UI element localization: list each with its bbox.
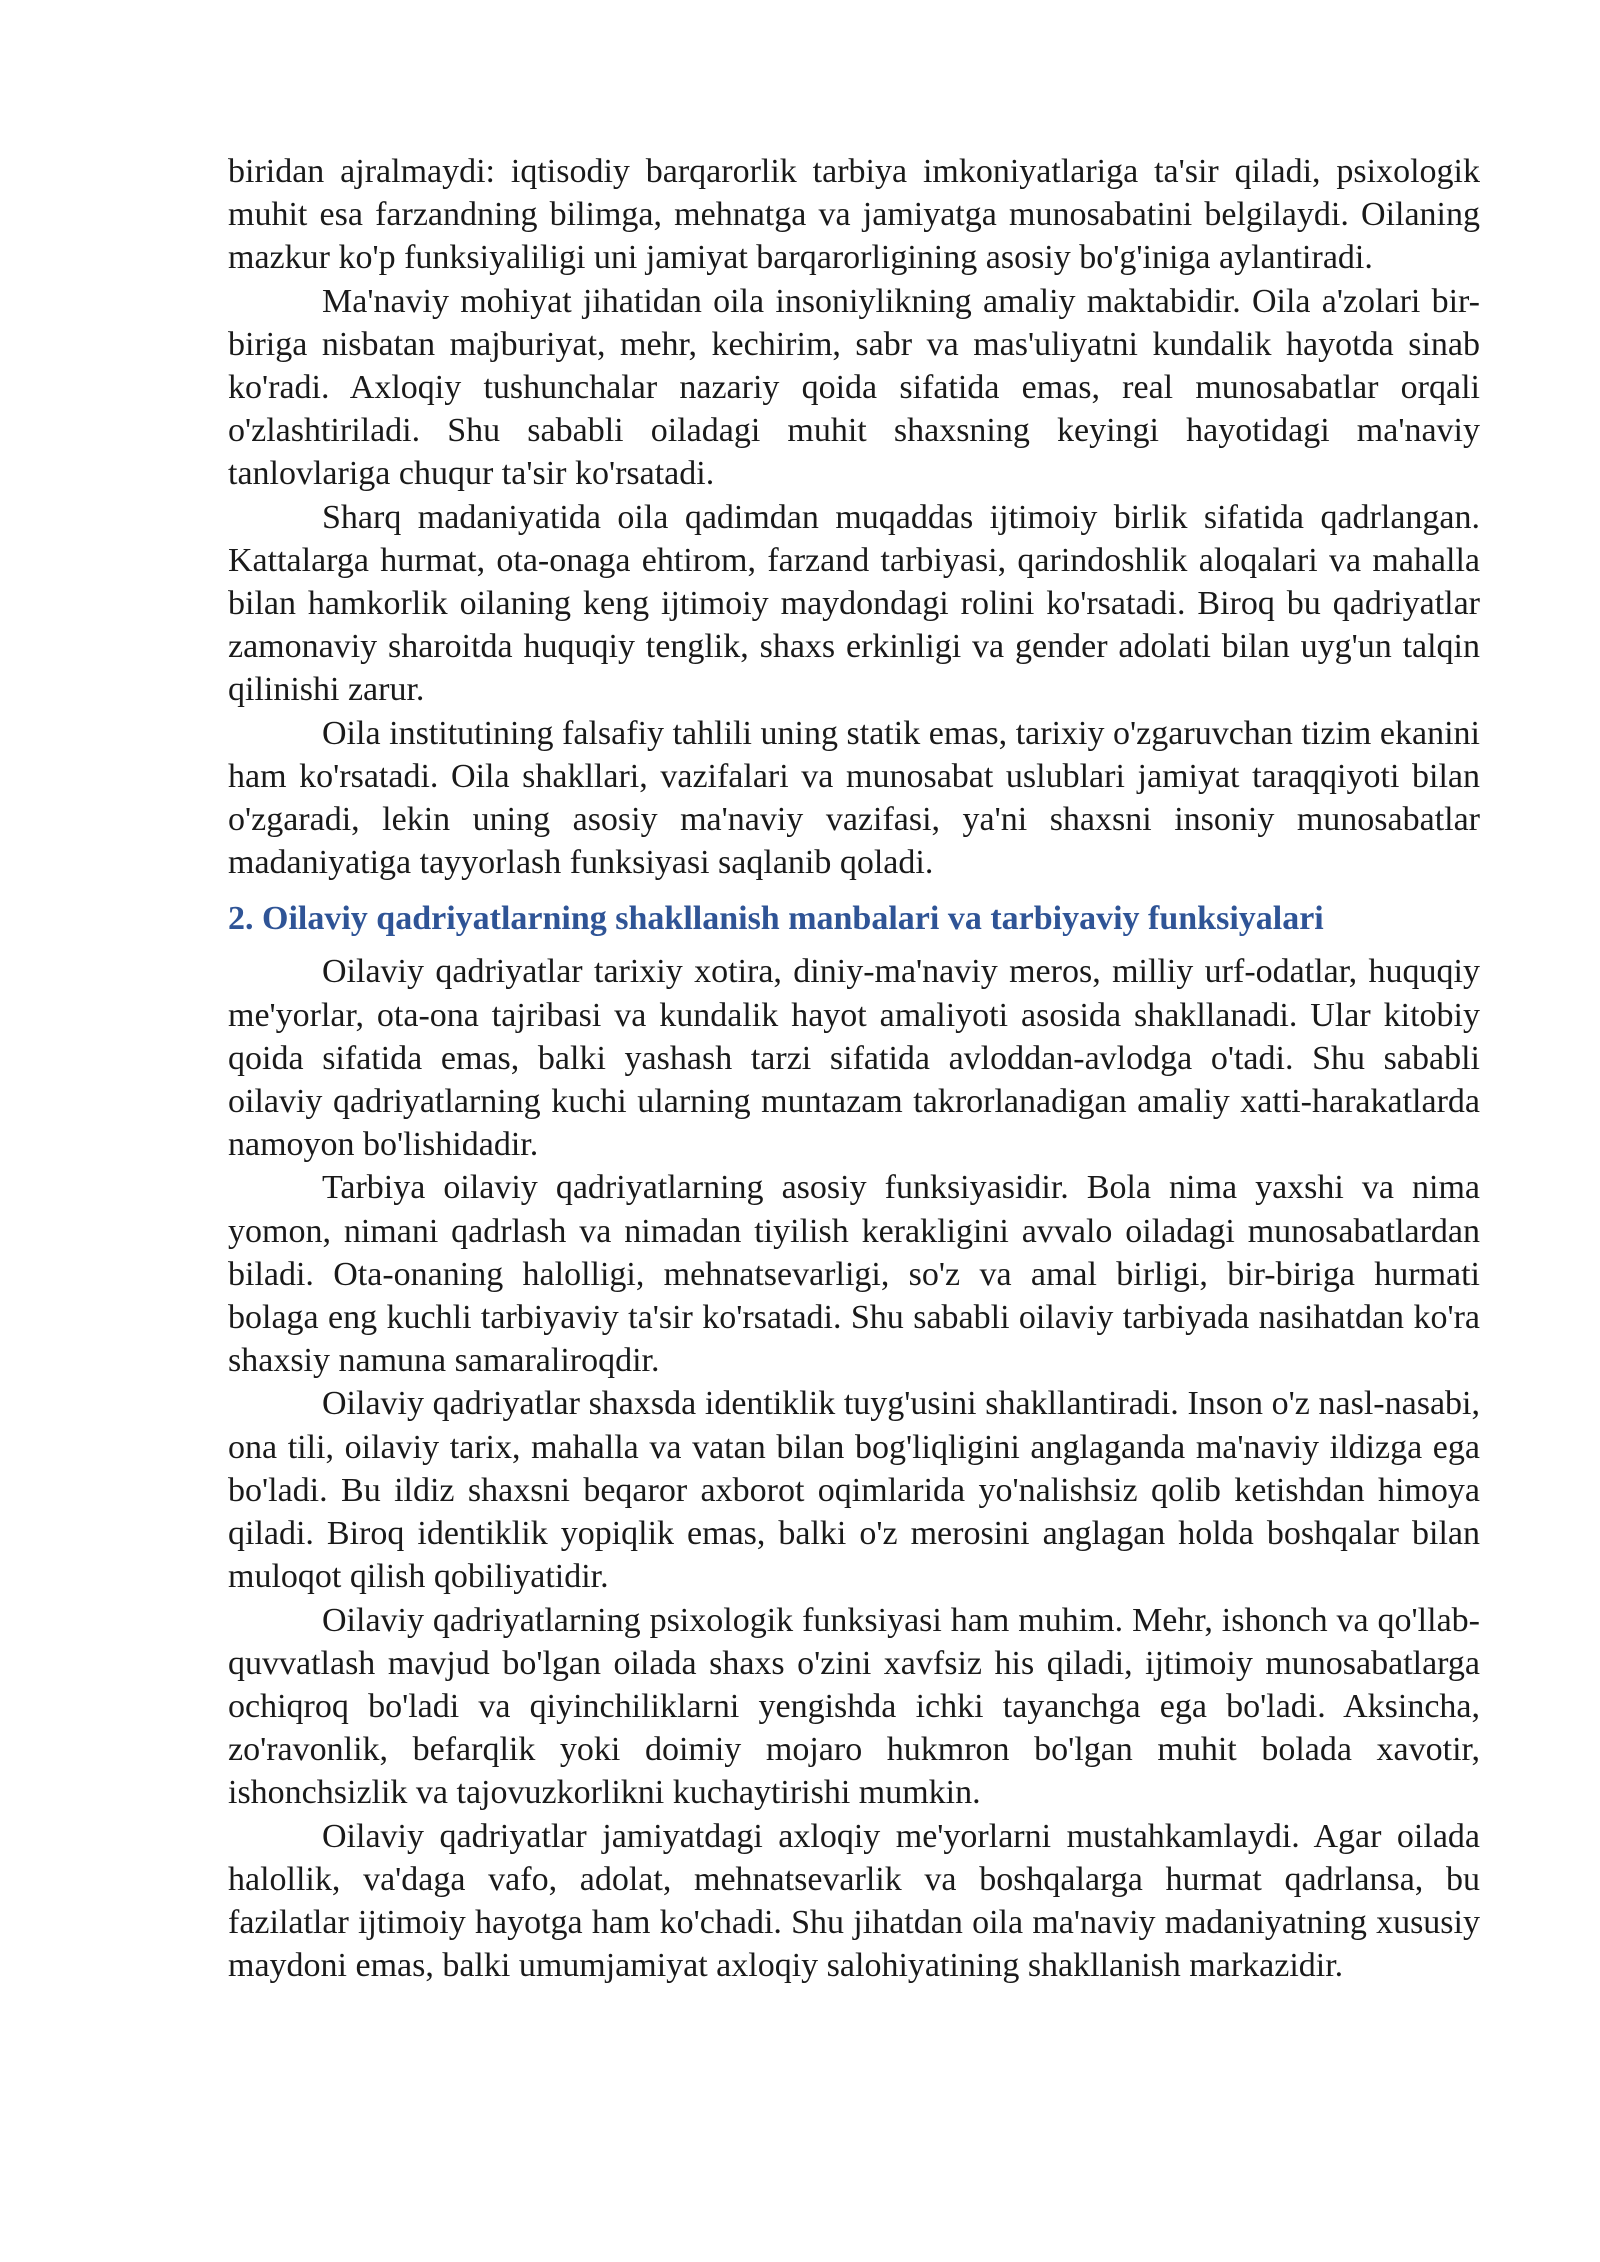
paragraph-identity: Oilaviy qadriyatlar shaxsda identiklik tuyg'usini shakllantiradi. Inson o'z nasl-nasabi, ona tili, oilaviy tarix, mahalla va vatan bilan bog'liqligini anglaganda ma'naviy ildizga ega bo'ladi. Bu ildiz shaxsni beqaror axborot oqimlarida yo'nalishsiz qolib ketishdan himoya qiladi. Biroq identiklik yopiqlik emas, balki o'z merosini anglagan holda boshqalar bilan muloqot qilish qobiliyatidir.: [228, 1385, 1480, 1596]
paragraph-moral-norms: Oilaviy qadriyatlar jamiyatdagi axloqiy me'yorlarni mustahkamlaydi. Agar oilada halollik, va'daga vafo, adolat, mehnatsevarlik va boshqalarga hurmat qadrlansa, bu fazilatlar ijtimoiy hayotga ham ko'chadi. Shu jihatdan oila ma'naviy madaniyatning xususiy maydoni emas, balki umumjamiyat axloqiy salohiyatining shakllanish markazidir.: [228, 1817, 1480, 1985]
paragraph-spiritual-essence: Ma'naviy mohiyat jihatidan oila insoniylikning amaliy maktabidir. Oila a'zolari bir-biriga nisbatan majburiyat, mehr, kechirim, sabr va mas'uliyatni kundalik hayotda sinab ko'radi. Axloqiy tushunchalar nazariy qoida sifatida emas, real munosabatlar orqali o'zlashtiriladi. Shu sababli oiladagi muhit shaxsning keyingi hayotidagi ma'naviy tanlovlariga chuqur ta'sir ko'rsatadi.: [228, 282, 1480, 493]
paragraph-psychological-function: Oilaviy qadriyatlarning psixologik funksiyasi ham muhim. Mehr, ishonch va qo'llab-quvvatlash mavjud bo'lgan oilada shaxs o'zini xavfsiz his qiladi, ijtimoiy munosabatlarga ochiqroq bo'ladi va qiyinchiliklarni yengishda ichki tayanchga ega bo'ladi. Aksincha, zo'ravonlik, befarqlik yoki doimiy mojaro hukmron bo'lgan muhit bolada xavotir, ishonchsizlik va tajovuzkorlikni kuchaytirishi mumkin.: [228, 1601, 1480, 1812]
document-page: [228, 150, 1480, 1987]
section-heading: 2. Oilaviy qadriyatlarning shakllanish manbalari va tarbiyaviy funksiyalari: [228, 900, 1324, 938]
paragraph-continuation: biridan ajralmaydi: iqtisodiy barqarorlik tarbiya imkoniyatlariga ta'sir qiladi, psixologik muhit esa farzandning bilimga, mehnatga va jamiyatga munosabatini belgilaydi. Oilaning mazkur ko'p funksiyaliligi uni jamiyat barqarorligining asosiy bo'g'iniga aylantiradi.: [228, 153, 1480, 277]
paragraph-value-sources: Oilaviy qadriyatlar tarixiy xotira, diniy-ma'naviy meros, milliy urf-odatlar, huquqiy me'yorlar, ota-ona tajribasi va kundalik hayot amaliyoti asosida shakllanadi. Ular kitobiy qoida sifatida emas, balki yashash tarzi sifatida avloddan-avlodga o'tadi. Shu sababli oilaviy qadriyatlarning kuchi ularning muntazam takrorlanadigan amaliy xatti-harakatlarda namoyon bo'lishidadir.: [228, 953, 1480, 1164]
paragraph-eastern-culture: Sharq madaniyatida oila qadimdan muqaddas ijtimoiy birlik sifatida qadrlangan. Kattalarga hurmat, ota-onaga ehtirom, farzand tarbiyasi, qarindoshlik aloqalari va mahalla bilan hamkorlik oilaning keng ijtimoiy maydondagi rolini ko'rsatadi. Biroq bu qadriyatlar zamonaviy sharoitda huquqiy tenglik, shaxs erkinligi va gender adolati bilan uyg'un talqin qilinishi zarur.: [228, 498, 1480, 709]
paragraph-upbringing: Tarbiya oilaviy qadriyatlarning asosiy funksiyasidir. Bola nima yaxshi va nima yomon, nimani qadrlash va nimadan tiyilish kerakligini avvalo oiladagi munosabatlardan biladi. Ota-onaning halolligi, mehnatsevarligi, so'z va amal birligi, bir-biriga hurmati bolaga eng kuchli tarbiyaviy ta'sir ko'rsatadi. Shu sababli oilaviy tarbiyada nasihatdan ko'ra shaxsiy namuna samaraliroqdir.: [228, 1169, 1480, 1380]
paragraph-philosophical-analysis: Oila institutining falsafiy tahlili uning statik emas, tarixiy o'zgaruvchan tizim ekanini ham ko'rsatadi. Oila shakllari, vazifalari va munosabat uslublari jamiyat taraqqiyoti bilan o'zgaradi, lekin uning asosiy ma'naviy vazifasi, ya'ni shaxsni insoniy munosabatlar madaniyatiga tayyorlash funksiyasi saqlanib qoladi.: [228, 714, 1480, 882]
